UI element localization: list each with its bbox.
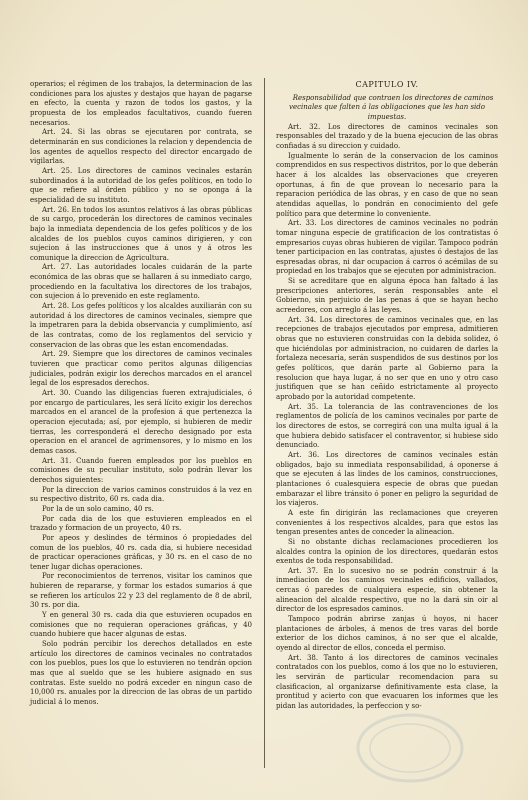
paragraph: Art. 30. Cuando las diligencias fueren extrajudiciales, ó por encargo de particulares, les será lícito exigir los derechos marcados en el arancel de la profesion á que pertenezca la operacion ejecutada; así, por ejemplo, si hubieren de medir tierras, les corresponderá el derecho designado por esta operacion en el arancel de agrimensores, y lo mismo en los demas casos. xyxy=(30,389,252,455)
paragraph: Art. 29. Siempre que los directores de caminos vecinales tuvieren que practicar como peritos algunas diligencias judiciales, podrán exigir los derechos marcados en el arancel legal de los espresados derechos. xyxy=(30,350,252,388)
paragraph: Si no obstante dichas reclamaciones procedieren los alcaldes contra la opinion de los directores, quedarán estos exentos de toda responsabilidad. xyxy=(276,537,498,566)
paragraph: operarios; el régimen de los trabajos, la determinacion de las condiciones para los ajustes y destajos que hayan de pagarse en efecto, la cuenta y razon de todos los gastos, y la propuesta de los empleados facultativos, cuando fueren necesarios. xyxy=(30,80,252,127)
right-column xyxy=(276,80,498,712)
paragraph: Art. 36. Los directores de caminos vecinales están obligados, bajo su inmediata responsabilidad, á oponerse á que se ejecuten á las lindes de los caminos, construcciones, plantaciones ó cualesquiera especie de obras que puedan embarazar el libre tránsito ó poner en peligro la seguridad de los viajeros. xyxy=(276,450,498,508)
paragraph: Art. 27. Las autoridades locales cuidarán de la parte económica de las obras que se hallaren á su inmediato cargo, procediendo en la facultativa los directores de los trabajos, con sujecion á lo prevenido en este reglamento. xyxy=(30,263,252,301)
paragraph: Por cada dia de los que estuvieren empleados en el trazado y formacion de un proyecto, 40 rs. xyxy=(30,514,252,533)
left-column xyxy=(30,80,252,708)
paragraph: Si se acreditare que en alguna época han faltado á las prescripciones anteriores, serán responsables ante el Gobierno, sin perjuicio de las penas á que se hayan hecho acreedores, con arreglo á las leyes. xyxy=(276,277,498,315)
paragraph: Art. 31. Cuando fueren empleados por los pueblos en comisiones de su peculiar instituto, solo podrán llevar los derechos siguientes: xyxy=(30,456,252,484)
paragraph: A este fin dirigirán las reclamaciones que creyeren convenientes á los respectivos alcaldes, para que estos las tengan presentes antes de conceder la alineacion. xyxy=(276,508,498,537)
paragraph: Art. 28. Los gefes políticos y los alcaldes auxiliarán con su autoridad á los directores de caminos vecinales, siempre que la impetraren para la debida observancia y cumplimiento, así de las contratas, como de los reglamentos del servicio y conservacion de las obras que les estan encomendadas. xyxy=(30,302,252,349)
paragraph: Por reconocimientos de terrenos, visitar los caminos que hubieren de repararse, y formar los estados sumarios á que se refieren los artículos 22 y 23 del reglamento de 8 de abril, 30 rs. por dia. xyxy=(30,572,252,610)
paragraph: Art. 24. Si las obras se ejecutaren por contrata, se determinarán en sus condiciones la relacion y dependencia de los agentes de aquellos respecto del director encargado de vigilarlas. xyxy=(30,128,252,166)
paragraph: Por la direccion de varios caminos construidos á la vez en su respectivo distrito, 60 rs. cada dia. xyxy=(30,485,252,504)
paragraph: Tampoco podrán abrirse zanjas ú hoyos, ni hacer plantaciones de árboles, á menos de tres varas del borde exterior de los dichos caminos, á no ser que el alcalde, oyendo al director de ellos, conceda el permiso. xyxy=(276,615,498,653)
paragraph: Art. 38. Tanto á los directores de caminos vecinales contratados con los pueblos, como á los que no lo estuvieren, les servirán de particular recomendacion para su clasificacion, al organizarse definitivamente esta clase, la prontitud y acierto con que evacuaren los informes que les pidan las autoridades, la perfeccion y so- xyxy=(276,653,498,710)
paragraph: Art. 25. Los directores de caminos vecinales estarán subordinados á la autoridad de los gefes políticos, en todo lo que se refiere al órden público y no se oponga á la especialidad de su instituto. xyxy=(30,166,252,204)
paragraph: Y en general 30 rs. cada dia que estuvieren ocupados en comisiones que no requieran operaciones gráficas, y 40 cuando hubiere que hacer algunas de estas. xyxy=(30,611,252,639)
column-divider xyxy=(264,78,265,768)
paragraph: Art. 33. Los directores de caminos vecinales no podrán tomar ninguna especie de gratificacion de los contratistas ó empresarios cuyas obras hubieren de vigilar. Tampoco podrán tener participacion en las contratas, ajustes ó destajos de las espresadas obras, ni dar ocupacion á carros ó acémilas de su propiedad en los trabajos que se ejecuten por administracion. xyxy=(276,219,498,276)
paragraph: Por la de un solo camino, 40 rs. xyxy=(42,504,154,513)
paragraph: Igualmente lo serán de la conservacion de los caminos comprendidos en sus respectivos distritos, por lo que deberán hacer á los alcaldes las observaciones que creyeren oportunas, á fin de que provean lo necesario para la reparacion periódica de las obras, y en caso de que no sean atendidas aquellas, lo pondrán en conocimiento del gefe político para que determine lo conveniente. xyxy=(276,151,498,218)
paragraph: Art. 32. Los directores de caminos vecinales son responsables del trazado y de la buena ejecucion de las obras confiadas á su direccion y cuidado. xyxy=(276,122,498,150)
paragraph: Art. 37. En lo sucesivo no se podrán construir á la inmediacion de los caminos vecinales edificios, vallados, cercas ó paredes de cualquiera especie, sin obtener la alineacion del alcalde respectivo, que no la dará sin oir al director de los espresados caminos. xyxy=(276,566,498,614)
chapter-subtitle: Responsabilidad que contraen los directores de caminos vecinales que falten á las obligaciones que les han sido impuestas. xyxy=(289,93,494,121)
chapter-title: CAPITULO IV. xyxy=(355,80,419,89)
paragraph: Solo podrán percibir los derechos detallados en este artículo los directores de caminos vecinales no contratados con los pueblos, pues los que lo estuvieren no tendrán opcion mas que al sueldo que se les hubiere asignado en sus contratas. Este sueldo no podrá exceder en ningun caso de 10,000 rs. anuales por la direccion de las obras de un partido judicial á lo menos. xyxy=(30,640,252,706)
library-stamp-watermark xyxy=(355,712,465,784)
paragraph: Art. 34. Los directores de caminos vecinales que, en las recepciones de trabajos ejecutados por empresa, admitieren obras que no estuvieren construidas con la debida solidez, ó que hiciéndolas por administracion, no cuidaren de darles la fortaleza necesaria, serán suspendidos de sus destinos por los gefes políticos, que darán parte al Gobierno para la resolucion que haya lugar, á no ser que en uno y otro caso justifiquen que se han ceñido estrictamente al proyecto aprobado por la autoridad competente. xyxy=(276,315,498,401)
paragraph: Art. 26. En todos los asuntos relativos á las obras públicas de su cargo, procederán los directores de caminos vecinales bajo la inmediata dependencia de los gefes políticos y de los alcaldes de los pueblos cuyos caminos dirigieren, y con sujecion á las instrucciones que á unos y á otros les comunique la direccion de Agricultura. xyxy=(30,205,252,262)
paragraph: Art. 35. La tolerancia de las contravenciones de los reglamentos de policía de los caminos vecinales por parte de los directores de estos, se corregirá con una multa igual á la que hubiera debido satisfacer el contraventor, si hubiese sido denunciado. xyxy=(276,402,498,450)
paragraph: Por apeos y deslindes de términos ó propiedades del comun de los pueblos, 40 rs. cada dia, si hubiere necesidad de practicar operaciones gráficas, y 30 rs. en el caso de no tener lugar dichas operaciones. xyxy=(30,533,252,571)
